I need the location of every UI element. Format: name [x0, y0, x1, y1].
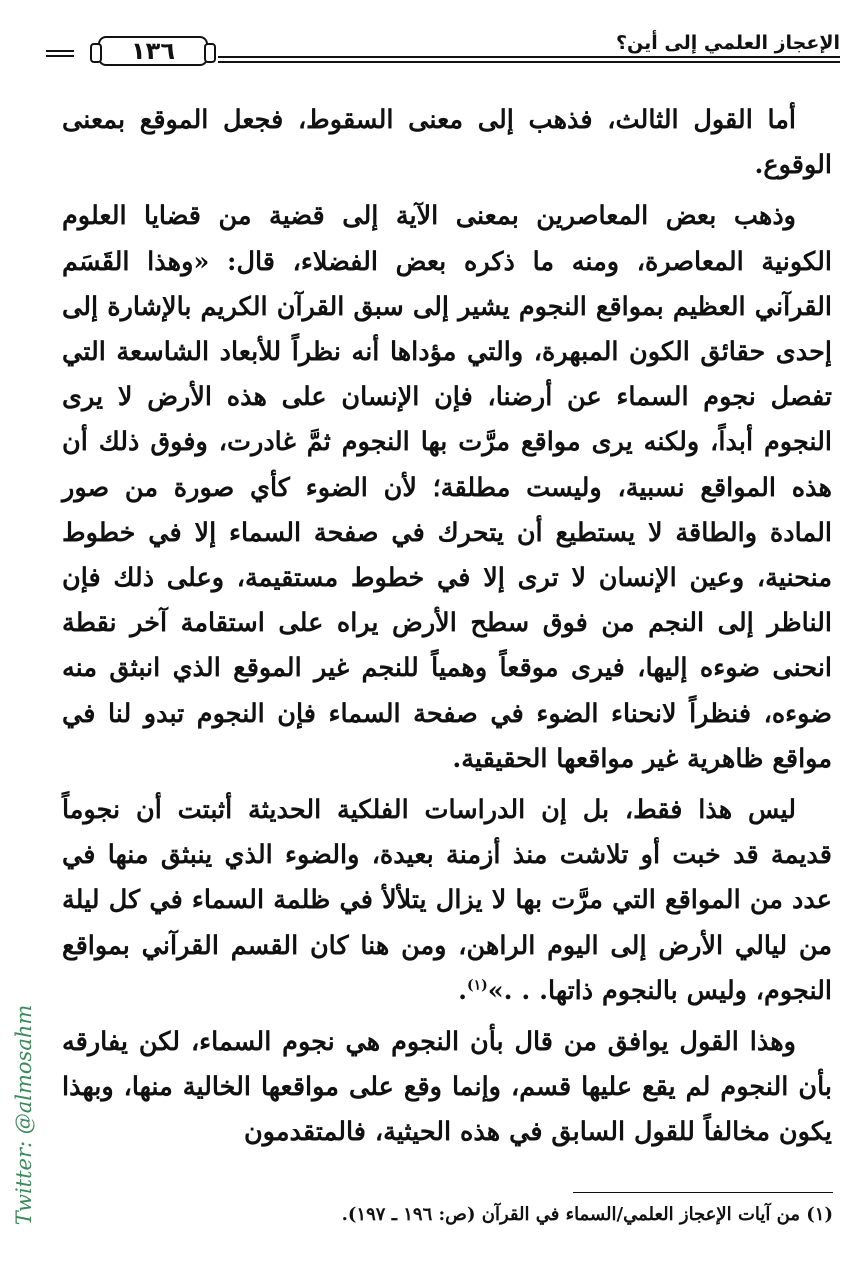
footnote-separator	[573, 1192, 833, 1193]
paragraph-2: وذهب بعض المعاصرين بمعنى الآية إلى قضية من قضايا العلوم الكونية المعاصرة، ومنه ما ذكره بعض الفضلاء، قال: «وهذا القَسَم القرآني العظيم بمواقع النجوم يشير إلى سبق القرآن الكريم بالإشارة إلى إحدى حقائق الكون المبهرة، والتي مؤداها أنه نظراً للأبعاد الشاسعة التي تفصل نجوم السماء عن أرضنا، فإن الإنسان على هذه الأرض لا يرى النجوم أبداً، ولكنه يرى مواقع مرَّت بها النجوم ثمَّ غادرت، وفوق ذلك أن هذه المواقع نسبية، وليست مطلقة؛ لأن الضوء كأي صورة من صور المادة والطاقة لا يستطيع أن يتحرك في صفحة السماء إلا في خطوط منحنية، وعين الإنسان لا ترى إلا في خطوط مستقيمة، وعلى ذلك فإن الناظر إلى النجم من فوق سطح الأرض يراه على استقامة آخر نقطة انحنى ضوءه إليها، فيرى موقعاً وهمياً للنجم غير الموقع الذي انبثق منه ضوءه، فنظراً لانحناء الضوء في صفحة السماء فإن النجوم تبدو لنا في مواقع ظاهرية غير مواقعها الحقيقية.	[62, 201, 832, 774]
header-rule-left	[46, 50, 74, 57]
watermark-text: Twitter: @almosahm	[12, 1004, 36, 1226]
paragraph-1: أما القول الثالث، فذهب إلى معنى السقوط، فجعل الموقع بمعنى الوقوع.	[62, 105, 832, 181]
running-title: الإعجاز العلمي إلى أين؟	[616, 32, 840, 54]
paragraph-3-text: ليس هذا فقط، بل إن الدراسات الفلكية الحديثة أثبتت أن نجوماً قديمة قد خبت أو تلاشت منذ أزمنة بعيدة، والضوء الذي ينبثق منها في عدد من المواقع التي مرَّت بها لا يزال يتلألأ في ظلمة السماء في كل ليلة من ليالي الأرض إلى اليوم الراهن، ومن هنا كان القسم القرآني بمواقع النجوم، وليس بالنجوم ذاتها. . .»	[62, 795, 832, 1006]
watermark	[4, 990, 44, 1240]
header-rule	[218, 56, 840, 63]
paragraph-3	[62, 788, 832, 1014]
body-text	[62, 98, 832, 1162]
page-header	[46, 30, 840, 74]
footnote-reference[interactable]: (١)	[466, 977, 488, 994]
paragraph-3-tail: .	[458, 975, 467, 1006]
footnote: (١) من آيات الإعجاز العلمي/السماء في القرآن (ص: ١٩٦ ـ ١٩٧).	[341, 1204, 833, 1225]
page-number: ١٣٦	[131, 37, 175, 65]
paragraph-4: وهذا القول يوافق من قال بأن النجوم هي نجوم السماء، لكن يفارقه بأن النجوم لم يقع عليها قسم، وإنما وقع على مواقعها الخالية منها، وبهذا يكون مخالفاً للقول السابق في هذه الحيثية، فالمتقدمون	[62, 1027, 832, 1148]
page-number-frame	[98, 36, 208, 66]
